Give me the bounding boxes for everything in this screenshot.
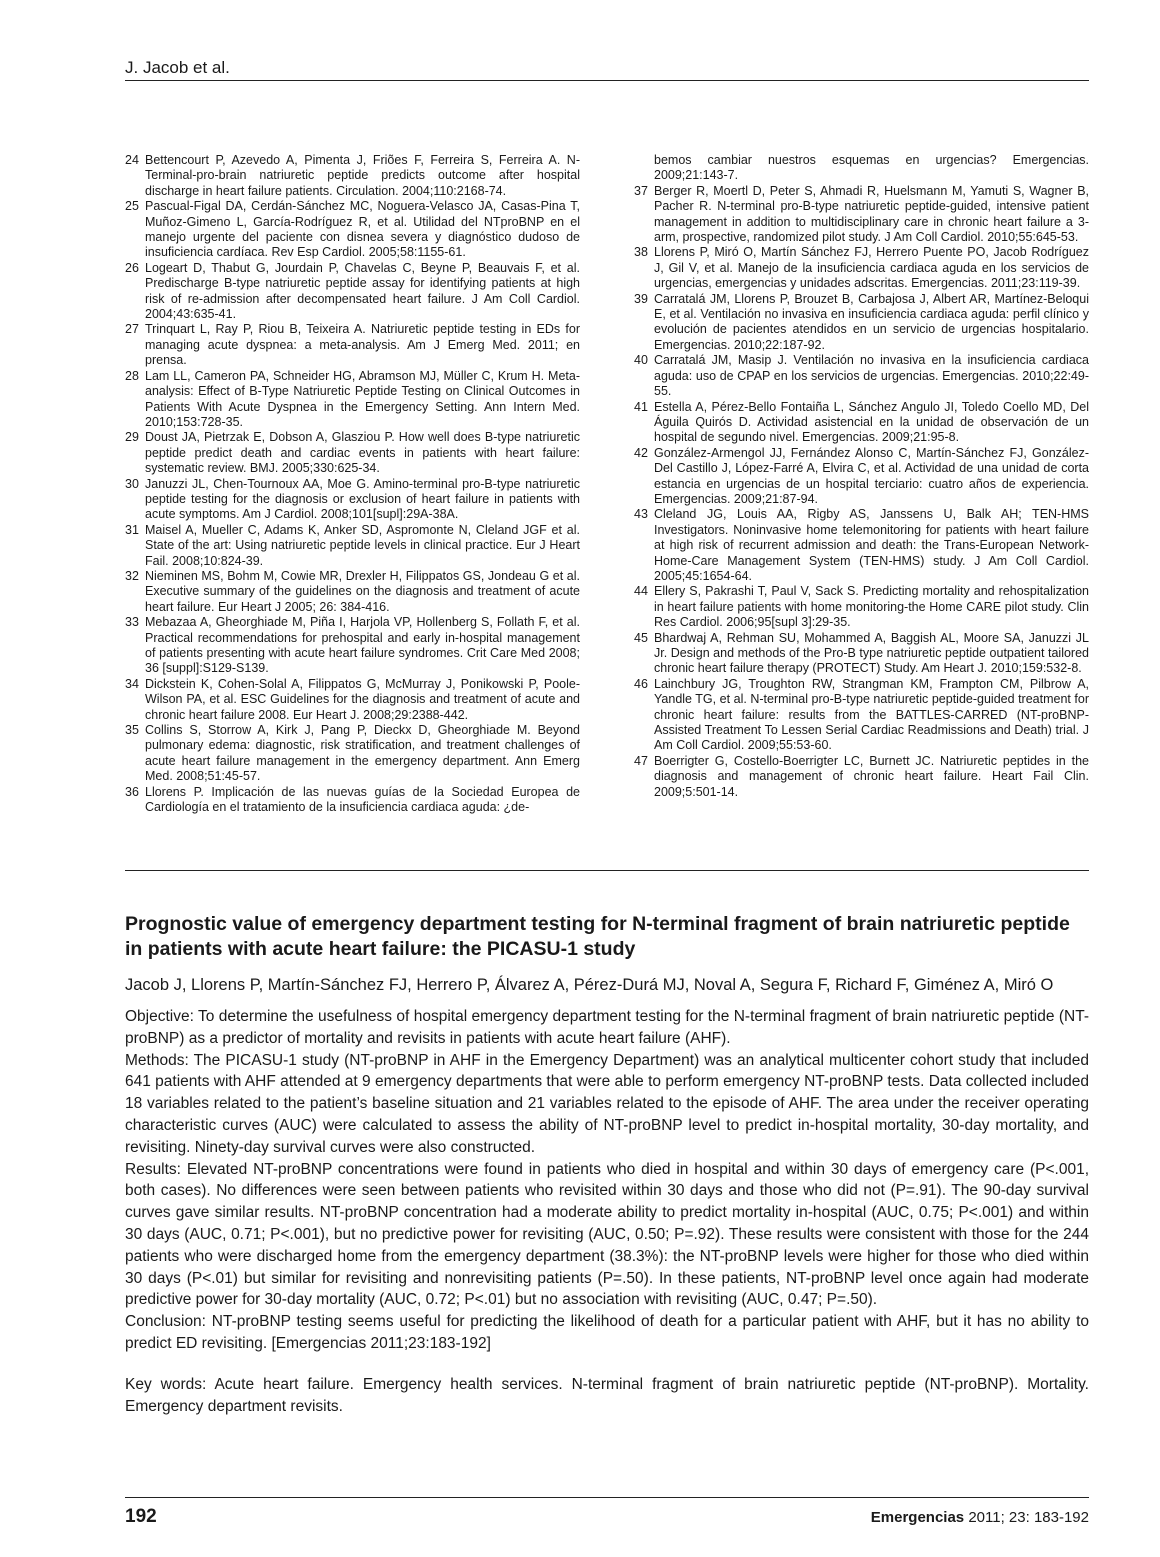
reference-number: 45 — [634, 630, 648, 645]
reference-text: Doust JA, Pietrzak E, Dobson A, Glasziou P. How well does B-type natriuretic peptide predict death and cardiac events in patients with heart failure: systematic review. BMJ. 2005;330:625-34. — [145, 430, 580, 476]
reference-item — [634, 292, 1089, 354]
abstract-methods — [125, 1050, 1089, 1159]
results-text: Elevated NT-proBNP concentrations were found in patients who died in hospital and within 30 days of emergency care (P<.001, both cases). No differences were seen between patients who revisited within 30 days and those who did not (P=.91). The 90-day survival curves gave similar results. NT-proBNP concentration had a moderate ability to predict mortality in-hospital (AUC, 0.75; P<.001) and within 30 days (AUC, 0.71; P<.001), but no predictive power for revisiting (AUC, 0.50; P=.92). These results were consistent with those for the 244 patients who were discharged home from the emergency department (38.3%): the NT-proBNP levels were higher for those who died within 30 days (P<.01) but similar for revisiting and nonrevisiting patients (P=.50). In these patients, NT-proBNP level once again had moderate predictive power for 30-day mortality (AUC, 0.72; P<.01) but no association with revisiting (AUC, 0.47; P=.50). — [125, 1160, 1089, 1309]
reference-item — [634, 754, 1089, 800]
reference-text: Carratalá JM, Llorens P, Brouzet B, Carbajosa J, Albert AR, Martínez-Beloqui E, et al. Ventilación no invasiva en insuficiencia cardiaca aguda: perfil clínico y evolución de pacientes atendidos en un servicio de urgencias hospitalario. Emergencias. 2010;22:187-92. — [654, 291, 1089, 352]
conclusion-label: Conclusion: — [125, 1313, 206, 1331]
reference-number: 30 — [125, 476, 139, 491]
methods-text: The PICASU-1 study (NT-proBNP in AHF in the Emergency Department) was an analytical multicenter cohort study that included 641 patients with AHF attended at 9 emergency departments that were able to perform emergency NT-proBNP tests. Data collected included 18 variables related to the patient’s baseline situation and 21 variables related to the episode of AHF. The area under the receiver operating characteristic curves (AUC) were calculated to assess the ability of NT-proBNP level to predict in-hospital mortality, 30-day mortality, and revisiting. Ninety-day survival curves were also constructed. — [125, 1051, 1089, 1156]
reference-item — [634, 446, 1089, 508]
reference-item — [634, 631, 1089, 677]
reference-item — [125, 723, 580, 785]
reference-text: Januzzi JL, Chen-Tournoux AA, Moe G. Amino-terminal pro-B-type natriuretic peptide testing for the diagnosis or exclusion of heart failure in patients with acute symptoms. Am J Cardiol. 2008;101[supl]:29A-38A. — [145, 476, 580, 522]
reference-number: 34 — [125, 676, 139, 691]
conclusion-text: NT-proBNP testing seems useful for predicting the likelihood of death for a particular patient with AHF, but it has no ability to predict ED revisiting. [Emergencias 2011;23:183-192] — [125, 1313, 1089, 1352]
reference-text: Dickstein K, Cohen-Solal A, Filippatos G, McMurray J, Ponikowski P, Poole-Wilson PA, et al. ESC Guidelines for the diagnosis and treatment of acute and chronic heart failure 2008. Eur Heart J. 2008;29:2388-442. — [145, 676, 580, 722]
reference-item — [634, 184, 1089, 246]
reference-item — [634, 507, 1089, 584]
reference-item — [125, 261, 580, 323]
reference-item — [125, 322, 580, 368]
reference-item — [125, 153, 580, 199]
abstract-body — [125, 1006, 1089, 1417]
reference-text: Lam LL, Cameron PA, Schneider HG, Abramson MJ, Müller C, Krum H. Meta-analysis: Effect of B-Type Natriuretic Peptide Testing on Clinical Outcomes in Patients With Acute Dyspnea in the Emergency Setting. Ann Intern Med. 2010;153:728-35. — [145, 368, 580, 429]
abstract-results — [125, 1159, 1089, 1312]
reference-number: 35 — [125, 723, 139, 738]
reference-number: 37 — [634, 183, 648, 198]
reference-item — [125, 477, 580, 523]
reference-number: 42 — [634, 445, 648, 460]
objective-text: To determine the usefulness of hospital emergency department testing for the N-terminal fragment of brain natriuretic peptide (NT-proBNP) as a predictor of mortality and revisits in patients with acute heart failure (AHF). — [125, 1008, 1089, 1047]
reference-text: Llorens P. Implicación de las nuevas guías de la Sociedad Europea de Cardiología en el tratamiento de la insuficiencia cardiaca aguda: ¿de- — [145, 784, 580, 815]
reference-number: 31 — [125, 522, 139, 537]
reference-text: Nieminen MS, Bohm M, Cowie MR, Drexler H, Filippatos GS, Jondeau G et al. Executive summary of the guidelines on the diagnosis and treatment of acute heart failure. Eur Heart J 2005; 26: 384-416. — [145, 568, 580, 614]
reference-item — [634, 677, 1089, 754]
reference-number: 25 — [125, 199, 139, 214]
reference-text: Carratalá JM, Masip J. Ventilación no invasiva en la insuficiencia cardiaca aguda: uso de CPAP en los servicios de urgencias. Emergencias. 2010;22:49-55. — [654, 353, 1089, 399]
reference-item — [125, 785, 580, 816]
reference-number: 40 — [634, 353, 648, 368]
reference-item — [125, 199, 580, 261]
journal-citation: 2011; 23: 183-192 — [968, 1509, 1089, 1526]
reference-text: González-Armengol JJ, Fernández Alonso C, Martín-Sánchez FJ, González-Del Castillo J, López-Farré A, Elvira C, et al. Actividad de una unidad de corta estancia en urgencias de un hospital terciario: cuatro años de experiencia. Emergencias. 2009;21:87-94. — [654, 445, 1089, 506]
reference-number: 38 — [634, 245, 648, 260]
reference-text: Cleland JG, Louis AA, Rigby AS, Janssens U, Balk AH; TEN-HMS Investigators. Noninvasive home telemonitoring for patients with heart failure at high risk of recurrent admission and death: the Trans-European Network-Home-Care Management System (TEN-HMS) study. J Am Coll Cardiol. 2005;45:1654-64. — [654, 507, 1089, 583]
reference-number: 29 — [125, 430, 139, 445]
journal-citation-line — [871, 1509, 1089, 1526]
reference-number: 28 — [125, 368, 139, 383]
reference-number: 36 — [125, 784, 139, 799]
abstract-objective — [125, 1006, 1089, 1050]
footer-rule — [125, 1497, 1089, 1498]
header-rule — [125, 80, 1089, 81]
reference-text: Bettencourt P, Azevedo A, Pimenta J, Friões F, Ferreira S, Ferreira A. N-Terminal-pro-brain natriuretic peptide predicts outcome after hospital discharge in heart failure patients. Circulation. 2004;110:2168-74. — [145, 153, 580, 198]
reference-item — [125, 615, 580, 677]
references-left-column — [125, 153, 580, 815]
journal-name: Emergencias — [870, 1509, 965, 1526]
running-header: J. Jacob et al. — [125, 58, 230, 77]
reference-item — [634, 400, 1089, 446]
reference-text: Trinquart L, Ray P, Riou B, Teixeira A. Natriuretic peptide testing in EDs for managing acute dyspnea: a meta-analysis. Am J Emerg Med. 2011; en prensa. — [145, 322, 580, 368]
references-right-column — [634, 153, 1089, 800]
reference-number: 46 — [634, 676, 648, 691]
article-title: Prognostic value of emergency department testing for N-terminal fragment of brain natriuretic peptide in patients with acute heart failure: the PICASU-1 study — [125, 913, 1070, 960]
reference-item — [125, 569, 580, 615]
reference-text: Lainchbury JG, Troughton RW, Strangman KM, Frampton CM, Pilbrow A, Yandle TG, et al. N-terminal pro-B-type natriuretic peptide-guided treatment for chronic heart failure: results from the BATTLES-CARRED (NT-proBNP-Assisted Treatment To Lessen Serial Cardiac Readmissions and Death) trial. J Am Coll Cardiol. 2009;55:53-60. — [654, 676, 1089, 753]
article-authors: Jacob J, Llorens P, Martín-Sánchez FJ, Herrero P, Álvarez A, Pérez-Durá MJ, Noval A, Segura F, Richard F, Giménez A, Miró O — [125, 976, 1054, 994]
reference-text: Boerrigter G, Costello-Boerrigter LC, Burnett JC. Natriuretic peptides in the diagnosis and management of chronic heart failure. Heart Fail Clin. 2009;5:501-14. — [654, 753, 1089, 799]
reference-item — [125, 369, 580, 431]
reference-text: Pascual-Figal DA, Cerdán-Sánchez MC, Noguera-Velasco JA, Casas-Pina T, Muñoz-Gimeno L, García-Rodríguez R, et al. Utilidad del NTproBNP en el manejo urgente del paciente con disnea severa y diagnóstico dudoso de insuficiencia cardíaca. Rev Esp Cardiol. 2005;58:1155-61. — [145, 199, 580, 260]
reference-item — [125, 677, 580, 723]
keywords-text: Acute heart failure. Emergency health services. N-terminal fragment of brain natriuretic peptide (NT-proBNP). Mortality. Emergency department revisits. — [125, 1375, 1089, 1415]
reference-text: Mebazaa A, Gheorghiade M, Piña I, Harjola VP, Hollenberg S, Follath F, et al. Practical recommendations for prehospital and early in-hospital management of patients presenting with acute heart failure syndromes. Crit Care Med 2008; 36 [suppl]:S129-S139. — [145, 615, 580, 676]
section-rule — [125, 870, 1089, 871]
reference-number: 41 — [634, 399, 648, 414]
reference-text: Berger R, Moertl D, Peter S, Ahmadi R, Huelsmann M, Yamuti S, Wagner B, Pacher R. N-terminal pro-B-type natriuretic peptide-guided, intensive patient management in addition to multidisciplinary care in chronic heart failure a 3-arm, prospective, randomized pilot study. J Am Coll Cardiol. 2010;55:645-53. — [654, 183, 1089, 245]
reference-text: Bhardwaj A, Rehman SU, Mohammed A, Baggish AL, Moore SA, Januzzi JL Jr. Design and methods of the Pro-B type natriuretic peptide outpatient tailored chronic heart failure therapy (PROTECT) Study. Am Heart J. 2010;159:532-8. — [654, 630, 1089, 676]
reference-number: 32 — [125, 568, 139, 583]
reference-item — [634, 353, 1089, 399]
reference-text: Logeart D, Thabut G, Jourdain P, Chavelas C, Beyne P, Beauvais F, et al. Predischarge B-type natriuretic peptide assay for identifying patients at high risk of re-admission after decompensated heart failure. J Am Coll Cardiol. 2004;43:635-41. — [145, 260, 580, 322]
results-label: Results: — [125, 1160, 181, 1178]
reference-number: 26 — [125, 260, 139, 275]
reference-number: 47 — [634, 753, 648, 768]
reference-text: Maisel A, Mueller C, Adams K, Anker SD, Aspromonte N, Cleland JGF et al. State of the art: Using natriuretic peptide levels in clinical practice. Eur J Heart Fail. 2008;10:824-39. — [145, 522, 580, 568]
reference-number: 24 — [125, 153, 139, 167]
page-number: 192 — [125, 1506, 157, 1527]
reference-item — [634, 584, 1089, 630]
reference-continuation — [634, 153, 1089, 184]
reference-text: Llorens P, Miró O, Martín Sánchez FJ, Herrero Puente PO, Jacob Rodríguez J, Gil V, et al. Manejo de la insuficiencia cardiaca aguda en los servicios de urgencias, emergencias y unidades adscritas. Emergencias. 2011;23:119-39. — [654, 245, 1089, 291]
reference-text: Ellery S, Pakrashi T, Paul V, Sack S. Predicting mortality and rehospitalization in heart failure patients with home monitoring-the Home CARE pilot study. Clin Res Cardiol. 2006;95[supl 3]:29-35. — [654, 584, 1089, 630]
english-abstract — [125, 912, 1089, 1417]
reference-item — [634, 245, 1089, 291]
reference-item — [125, 523, 580, 569]
reference-text: Collins S, Storrow A, Kirk J, Pang P, Dieckx D, Gheorghiade M. Beyond pulmonary edema: diagnostic, risk stratification, and treatment challenges of acute heart failure management in the emergency department. Ann Emerg Med. 2008;51:45-57. — [145, 723, 580, 784]
reference-text: Estella A, Pérez-Bello Fontaiña L, Sánchez Angulo JI, Toledo Coello MD, Del Águila Quirós D. Actividad asistencial en la unidad de observación de un hospital de segundo nivel. Emergencias. 2009;21:95-8. — [654, 399, 1089, 445]
abstract-keywords — [125, 1374, 1089, 1418]
reference-item — [125, 430, 580, 476]
reference-number: 27 — [125, 322, 139, 337]
abstract-conclusion — [125, 1311, 1089, 1355]
reference-text: bemos cambiar nuestros esquemas en urgencias? Emergencias. 2009;21:143-7. — [654, 153, 1089, 183]
reference-number: 44 — [634, 584, 648, 599]
reference-number: 33 — [125, 615, 139, 630]
objective-label: Objective: — [125, 1008, 194, 1025]
reference-number: 39 — [634, 291, 648, 306]
keywords-label: Key words: — [125, 1375, 207, 1393]
methods-label: Methods: — [125, 1051, 189, 1069]
reference-number: 43 — [634, 507, 648, 522]
